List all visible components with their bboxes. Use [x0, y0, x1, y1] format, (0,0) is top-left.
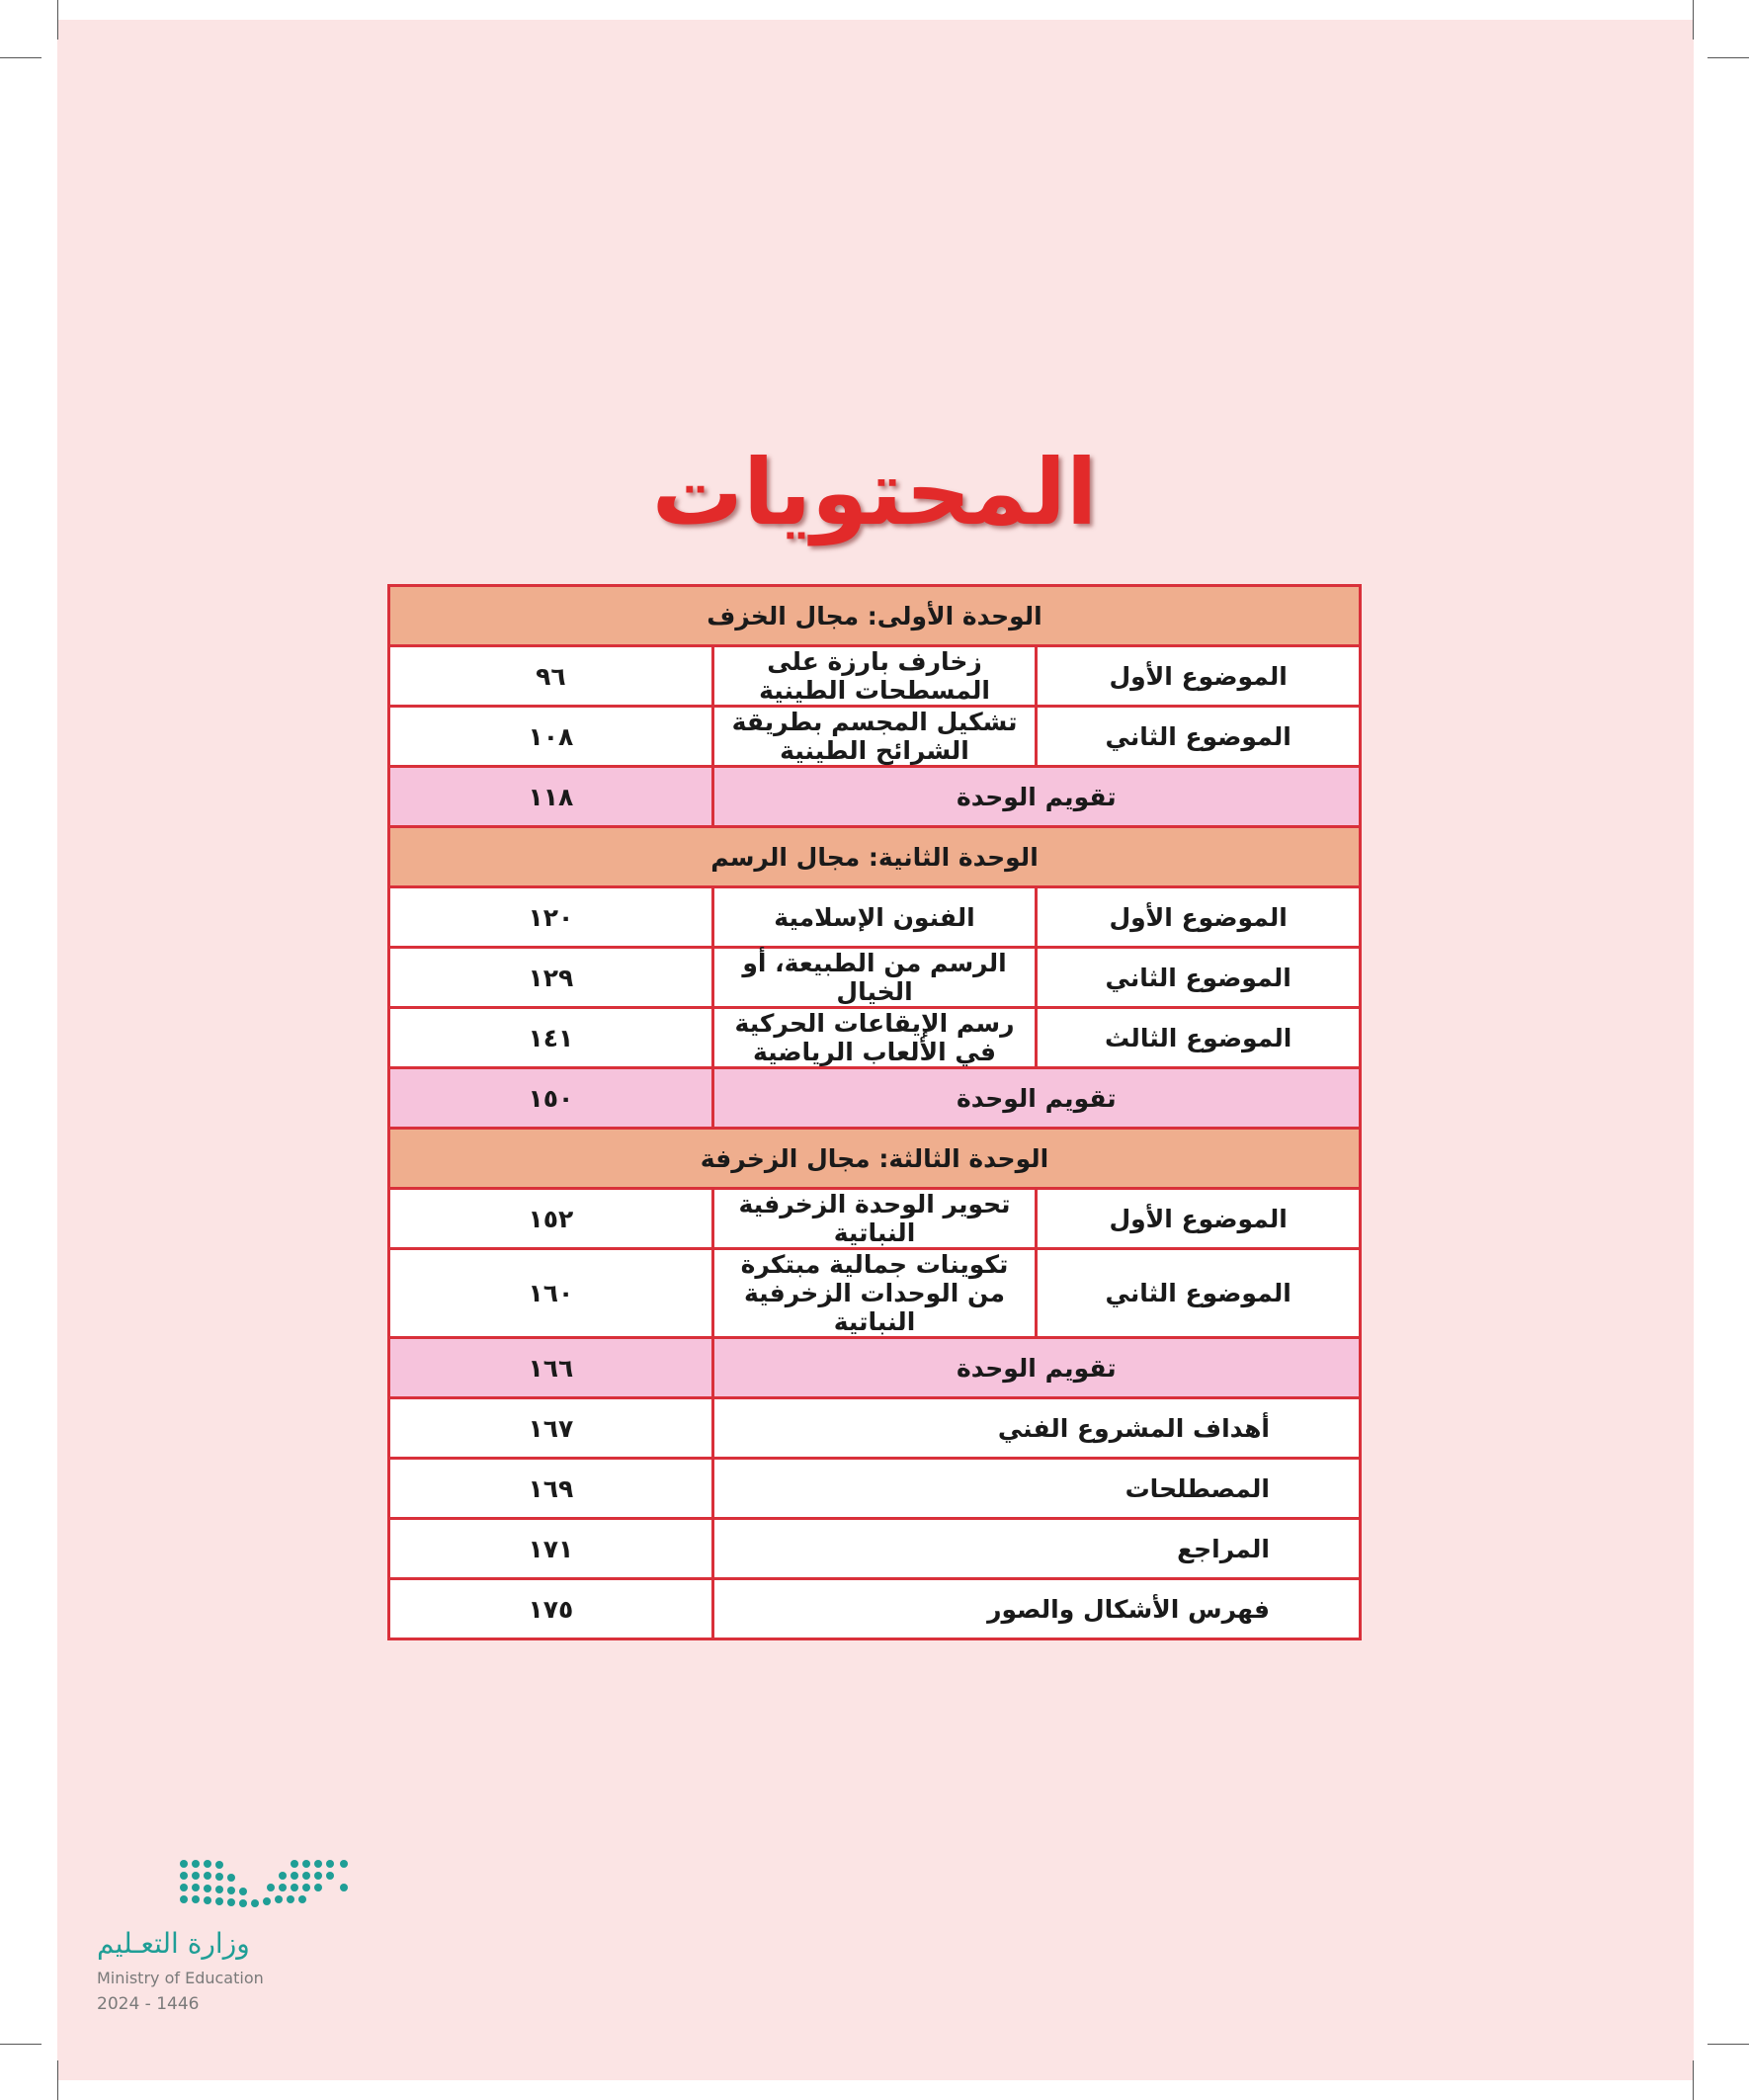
evaluation-row[interactable] [389, 767, 1361, 827]
crop-mark [1707, 2044, 1749, 2045]
appendix-title: المراجع [712, 1519, 1360, 1579]
topic-title: تشكيل المجسم بطريقة الشرائح الطينية [712, 707, 1037, 767]
appendix-row[interactable] [389, 1459, 1361, 1519]
appendix-row[interactable] [389, 1519, 1361, 1579]
crop-mark [57, 2060, 58, 2100]
page-number: ١٥٠ [389, 1068, 713, 1129]
topic-title: تكوينات جمالية مبتكرة من الوحدات الزخرفية النباتية [712, 1249, 1037, 1338]
appendix-title: فهرس الأشكال والصور [712, 1579, 1360, 1639]
page-number: ١٧١ [389, 1519, 713, 1579]
appendix-row[interactable] [389, 1398, 1361, 1459]
topic-row[interactable] [389, 948, 1361, 1008]
topic-title: زخارف بارزة على المسطحات الطينية [712, 646, 1037, 707]
topic-title: الفنون الإسلامية [712, 887, 1037, 948]
evaluation-row[interactable] [389, 1338, 1361, 1398]
page-number: ١٦٩ [389, 1459, 713, 1519]
page-number: ١٤١ [389, 1008, 713, 1068]
page-number: ١٦٦ [389, 1338, 713, 1398]
topic-label: الموضوع الثالث [1037, 1008, 1361, 1068]
unit-heading: الوحدة الثانية: مجال الرسم [389, 827, 1361, 887]
page-title: المحتويات [651, 440, 1098, 546]
topic-row[interactable] [389, 1189, 1361, 1249]
topic-row[interactable] [389, 707, 1361, 767]
topic-title: رسم الإيقاعات الحركية في الألعاب الرياضية [712, 1008, 1037, 1068]
unit-heading-row [389, 827, 1361, 887]
topic-label: الموضوع الأول [1037, 1189, 1361, 1249]
ministry-name-arabic: وزارة التعـليم [97, 1927, 250, 1960]
unit-heading: الوحدة الأولى: مجال الخزف [389, 586, 1361, 646]
topic-row[interactable] [389, 887, 1361, 948]
page-number: ١١٨ [389, 767, 713, 827]
page-number: ١٠٨ [389, 707, 713, 767]
ministry-name-english: Ministry of Education [97, 1969, 264, 1987]
topic-row[interactable] [389, 1249, 1361, 1338]
evaluation-title: تقويم الوحدة [712, 767, 1360, 827]
evaluation-title: تقويم الوحدة [712, 1338, 1360, 1398]
topic-label: الموضوع الأول [1037, 887, 1361, 948]
page-number: ١٧٥ [389, 1579, 713, 1639]
crop-mark [0, 2044, 42, 2045]
evaluation-title: تقويم الوحدة [712, 1068, 1360, 1129]
topic-label: الموضوع الأول [1037, 646, 1361, 707]
appendix-row[interactable] [389, 1579, 1361, 1639]
appendix-title: المصطلحات [712, 1459, 1360, 1519]
edition-year: 2024 - 1446 [97, 1994, 200, 2014]
topic-title: تحوير الوحدة الزخرفية النباتية [712, 1189, 1037, 1249]
unit-heading-row [389, 1129, 1361, 1189]
page-number: ١٢٩ [389, 948, 713, 1008]
topic-title: الرسم من الطبيعة، أو الخيال [712, 948, 1037, 1008]
crop-mark [1693, 0, 1694, 40]
topic-label: الموضوع الثاني [1037, 707, 1361, 767]
crop-mark [57, 0, 58, 40]
unit-heading: الوحدة الثالثة: مجال الزخرفة [389, 1129, 1361, 1189]
topic-row[interactable] [389, 646, 1361, 707]
crop-mark [0, 57, 42, 58]
page-number: ١٢٠ [389, 887, 713, 948]
crop-mark [1707, 57, 1749, 58]
evaluation-row[interactable] [389, 1068, 1361, 1129]
page-number: ١٦٧ [389, 1398, 713, 1459]
appendix-title: أهداف المشروع الفني [712, 1398, 1360, 1459]
page-number: ١٦٠ [389, 1249, 713, 1338]
crop-mark [1693, 2060, 1694, 2100]
contents-table [387, 584, 1362, 1640]
topic-row[interactable] [389, 1008, 1361, 1068]
unit-heading-row [389, 586, 1361, 646]
topic-label: الموضوع الثاني [1037, 948, 1361, 1008]
page-number: ١٥٢ [389, 1189, 713, 1249]
topic-label: الموضوع الثاني [1037, 1249, 1361, 1338]
page-number: ٩٦ [389, 646, 713, 707]
